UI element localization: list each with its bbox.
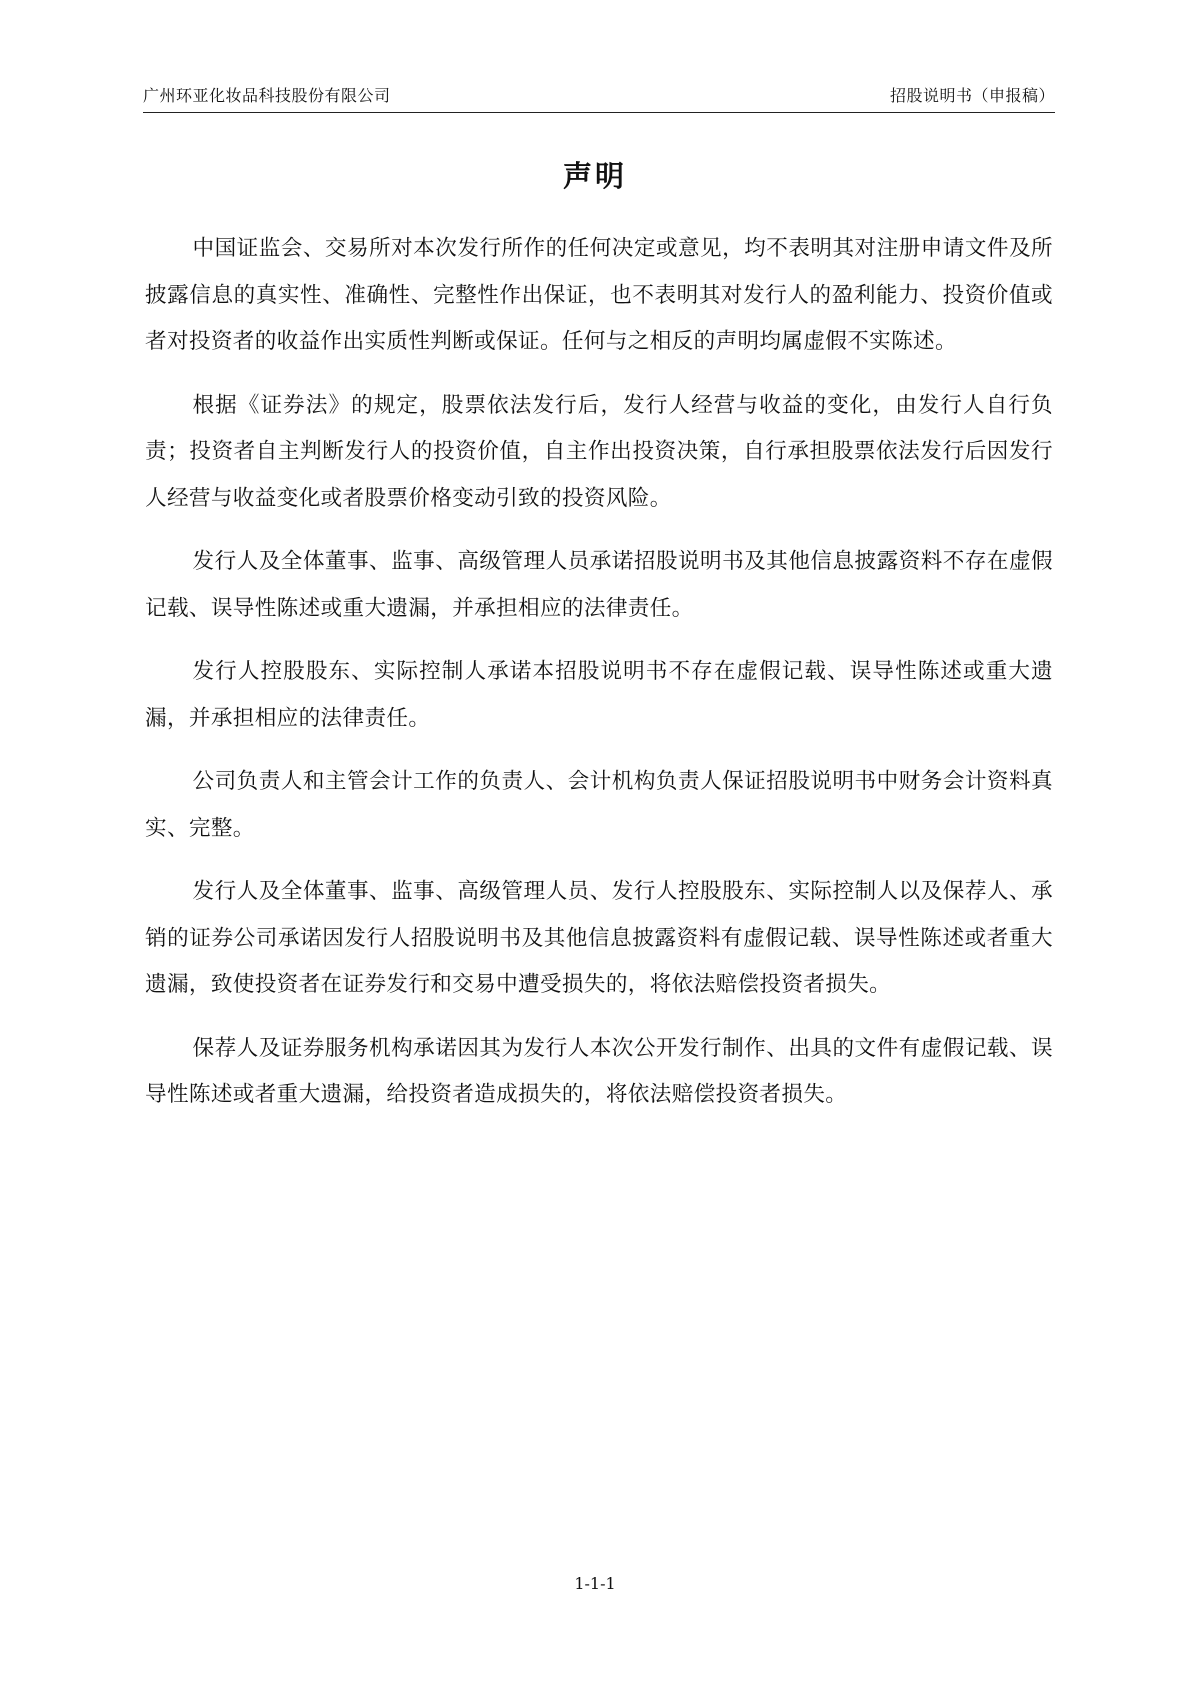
paragraph-compensation-commitment: 发行人及全体董事、监事、高级管理人员、发行人控股股东、实际控制人以及保荐人、承销的证券公司承诺因发行人招股说明书及其他信息披露资料有虚假记载、误导性陈述或者重大遗漏，致使投资者在证券发行和交易中遭受损失的，将依法赔偿投资者损失。 bbox=[145, 879, 1053, 997]
header-company-name: 广州环亚化妆品科技股份有限公司 bbox=[143, 86, 391, 105]
paragraph-financial-guarantee: 公司负责人和主管会计工作的负责人、会计机构负责人保证招股说明书中财务会计资料真实、完整。 bbox=[145, 769, 1053, 841]
paragraph-sponsor-commitment: 保荐人及证券服务机构承诺因其为发行人本次公开发行制作、出具的文件有虚假记载、误导性陈述或者重大遗漏，给投资者造成损失的，将依法赔偿投资者损失。 bbox=[145, 1035, 1053, 1107]
page-header bbox=[143, 84, 1055, 113]
page-title: 声明 bbox=[562, 159, 627, 193]
paragraph-regulator-disclaimer: 中国证监会、交易所对本次发行所作的任何决定或意见，均不表明其对注册申请文件及所披露信息的真实性、准确性、完整性作出保证，也不表明其对发行人的盈利能力、投资价值或者对投资者的收益作出实质性判断或保证。任何与之相反的声明均属虚假不实陈述。 bbox=[145, 236, 1053, 354]
paragraph-controller-commitment: 发行人控股股东、实际控制人承诺本招股说明书不存在虚假记载、误导性陈述或重大遗漏，并承担相应的法律责任。 bbox=[145, 659, 1053, 731]
paragraph-investment-risk: 根据《证券法》的规定，股票依法发行后，发行人经营与收益的变化，由发行人自行负责；投资者自主判断发行人的投资价值，自主作出投资决策，自行承担股票依法发行后因发行人经营与收益变化或者股票价格变动引致的投资风险。 bbox=[145, 392, 1053, 511]
statement-body bbox=[145, 226, 1053, 1136]
header-document-type: 招股说明书（申报稿） bbox=[889, 86, 1055, 105]
page-number: 1-1-1 bbox=[574, 1574, 616, 1593]
paragraph-directors-commitment: 发行人及全体董事、监事、高级管理人员承诺招股说明书及其他信息披露资料不存在虚假记载、误导性陈述或重大遗漏，并承担相应的法律责任。 bbox=[145, 549, 1053, 621]
